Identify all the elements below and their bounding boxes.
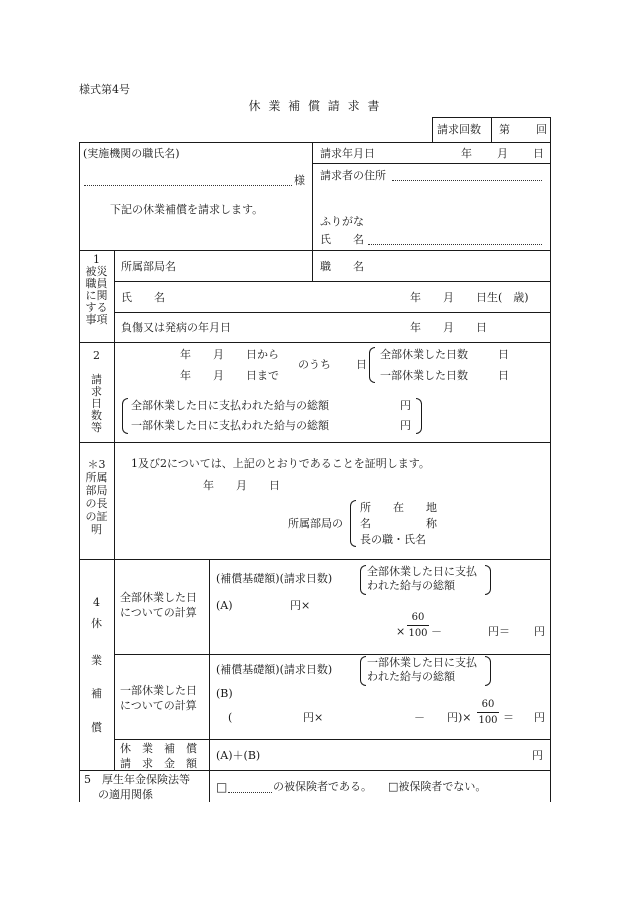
birth-date: 年 月 日生( 歳): [410, 291, 529, 304]
minus-sign: －: [431, 625, 442, 638]
insurance-line: [228, 792, 272, 793]
partial-calc-label-2: についての計算: [120, 699, 197, 712]
partial-days-label: 一部休業した日数: [380, 369, 468, 382]
full-calc-label-2: についての計算: [120, 606, 197, 619]
insured-checkbox[interactable]: □: [216, 780, 228, 794]
heading-line: の長: [85, 497, 108, 510]
left-paren: [360, 656, 366, 686]
amount-label-1: 休 業 補 償: [120, 742, 197, 755]
times-sign: ×: [396, 625, 406, 638]
rule: [491, 117, 492, 142]
heading-line: 1: [93, 253, 100, 266]
pension-label-2: の適用関係: [98, 788, 153, 801]
certification-date: 年 月 日: [203, 479, 280, 492]
fraction-numerator: 60: [407, 613, 429, 626]
left-paren: [360, 565, 366, 595]
agency-label: (実施機関の職氏名): [83, 147, 180, 160]
calc-b-minus-yen: － 円)×: [414, 711, 472, 724]
heading-line: 2: [93, 349, 100, 362]
heading-line: 被災: [85, 265, 108, 278]
fraction-numerator: 60: [477, 700, 499, 713]
no-uchi: のうち: [298, 358, 331, 371]
claim-date-year: 年: [461, 147, 472, 160]
rule: [209, 559, 210, 802]
rule: [114, 250, 115, 770]
claim-count-dai: 第: [499, 123, 510, 136]
section1-heading: [79, 254, 114, 326]
claim-count-label: 請求回数: [437, 123, 481, 136]
period-to: 年 月 日まで: [180, 369, 279, 382]
partial-result-yen: 円: [534, 711, 545, 724]
agency-name-line: [84, 185, 292, 186]
victim-name-label: 氏 名: [121, 291, 165, 304]
rule: [432, 117, 433, 142]
rule: [312, 142, 313, 250]
rule: [114, 654, 550, 655]
heading-line: 数: [91, 409, 102, 422]
calc-b-open-paren: (: [228, 711, 233, 724]
heading-line: に関: [85, 289, 108, 302]
rule: [79, 142, 550, 143]
not-insured-option[interactable]: □被保険者でない。: [388, 780, 487, 793]
heading-line: 等: [91, 421, 102, 434]
section4-heading-char: 補: [91, 687, 102, 700]
heading-line: 求: [91, 385, 102, 398]
full-paid-note-1: 全部休業した日に支払: [367, 565, 477, 578]
full-result-yen: 円: [534, 625, 545, 638]
section3-heading: [79, 458, 114, 536]
claim-date-day: 日: [533, 147, 544, 160]
partial-pay-label: 一部休業した日に支払われた給与の総額: [131, 419, 329, 432]
rule: [114, 739, 550, 740]
section4-heading-char: 休: [91, 617, 102, 630]
heading-line: 事項: [85, 313, 108, 326]
dept-of-label: 所属部局の: [288, 517, 343, 530]
period-from: 年 月 日から: [180, 348, 279, 361]
rule: [79, 559, 550, 560]
rule: [550, 117, 551, 802]
amount-formula: (A)＋(B): [216, 749, 261, 762]
rule: [79, 342, 550, 343]
address-label: 請求者の住所: [320, 169, 386, 182]
calc-b-label: (B): [216, 687, 233, 700]
heading-line: 明: [91, 523, 102, 536]
injury-date-label: 負傷又は発病の年月日: [121, 321, 231, 334]
rule: [114, 312, 550, 313]
days-unit: 日: [356, 358, 367, 371]
rule: [79, 770, 550, 771]
form-title: 休 業 補 償 請 求 書: [248, 99, 382, 113]
section2-heading: [79, 350, 114, 434]
partial-days-unit: 日: [498, 369, 509, 382]
heading-line: する: [85, 301, 108, 314]
full-paid-note-2: われた給与の総額: [367, 579, 455, 592]
rule: [79, 442, 550, 443]
fraction-60-100: [407, 613, 429, 639]
claim-date-month: 月: [497, 147, 508, 160]
heading-line: 部局: [85, 484, 108, 497]
amount-yen: 円: [532, 749, 543, 762]
basis-header-partial: (補償基礎額)(請求日数): [216, 663, 333, 676]
fraction-denominator: 100: [478, 715, 498, 726]
left-brace: [369, 347, 375, 383]
partial-paid-note-1: 一部休業した日に支払: [367, 656, 477, 669]
full-pay-label: 全部休業した日に支払われた給与の総額: [131, 399, 329, 412]
heading-line: 所属: [85, 471, 108, 484]
left-brace: [122, 398, 128, 434]
calc-a-yen-times: 円×: [290, 599, 311, 612]
certification-text: 1及び2については、上記のとおりであることを証明します。: [131, 457, 430, 470]
post-label: 職 名: [320, 260, 364, 273]
calc-a-label: (A): [216, 599, 233, 612]
right-brace: [416, 398, 422, 434]
amount-label-2: 請 求 金 額: [120, 757, 197, 770]
section4-heading-num: 4: [93, 596, 100, 609]
heading-line: 請: [91, 373, 102, 386]
furigana-label: ふりがな: [320, 215, 364, 228]
equals-sign: ＝: [503, 711, 514, 724]
claim-count-kai: 回: [536, 123, 547, 136]
full-pay-unit: 円: [400, 399, 411, 412]
partial-pay-unit: 円: [400, 419, 411, 432]
right-paren: [485, 565, 491, 595]
organization-name-label: 名 称: [360, 517, 437, 530]
section4-heading-char: 償: [91, 721, 102, 734]
rule: [312, 163, 550, 164]
pension-label-1: 5 厚生年金保険法等: [84, 773, 190, 786]
yen-equals: 円＝: [488, 625, 510, 638]
dept-label: 所属部局名: [121, 260, 176, 273]
partial-paid-note-2: われた給与の総額: [367, 670, 455, 683]
fraction-denominator: 100: [408, 628, 428, 639]
calc-b-yen-times: 円×: [303, 711, 324, 724]
form-number: 様式第4号: [79, 83, 130, 96]
injury-date: 年 月 日: [410, 321, 487, 334]
heading-line: 職員: [85, 277, 108, 290]
rule: [79, 250, 550, 251]
location-label: 所 在 地: [360, 501, 437, 514]
basis-header: (補償基礎額)(請求日数): [216, 572, 333, 585]
section4-heading-char: 業: [91, 654, 102, 667]
address-line: [392, 180, 542, 181]
name-line: [368, 244, 542, 245]
fraction-60-100-b: [477, 700, 499, 726]
partial-calc-label-1: 一部休業した日: [120, 684, 197, 697]
heading-line: ＊3: [87, 458, 106, 471]
right-paren: [485, 656, 491, 686]
full-days-label: 全部休業した日数: [380, 348, 468, 361]
full-days-unit: 日: [498, 348, 509, 361]
heading-line: の証: [85, 510, 108, 523]
request-text: 下記の休業補償を請求します。: [110, 203, 264, 216]
rule: [114, 281, 550, 282]
claimant-name-label: 氏 名: [320, 233, 364, 246]
sama-label: 様: [294, 174, 305, 187]
full-calc-label-1: 全部休業した日: [120, 591, 197, 604]
left-brace: [350, 500, 356, 547]
insured-label: の被保険者である。: [273, 780, 372, 793]
claim-date-label: 請求年月日: [320, 147, 375, 160]
rule: [312, 250, 313, 281]
head-name-label: 長の職・氏名: [360, 533, 426, 546]
heading-line: 日: [91, 397, 102, 410]
